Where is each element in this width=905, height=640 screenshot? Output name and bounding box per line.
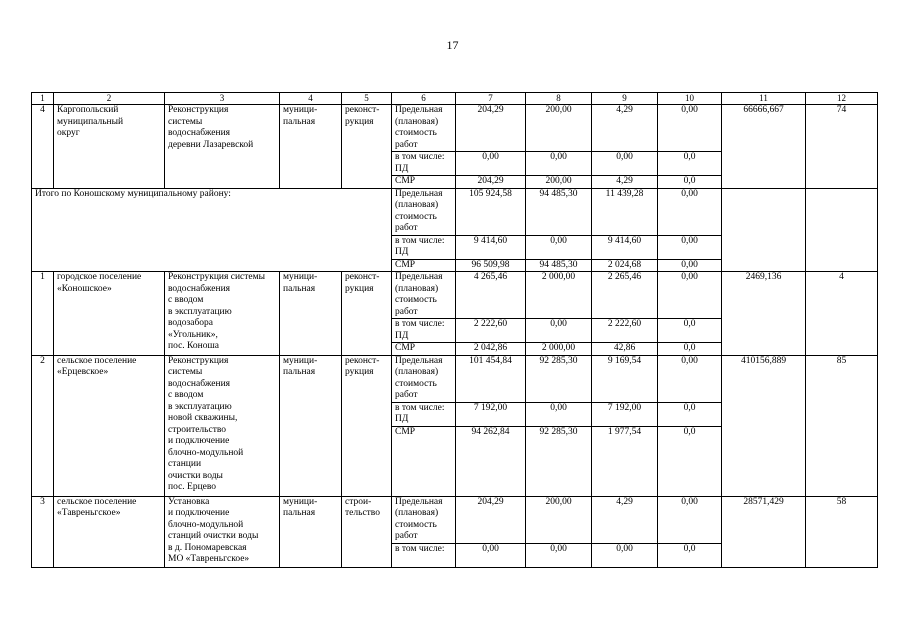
col-header: 4 [280,93,342,105]
value-cell: 2 000,00 [526,343,592,356]
ownership-cell: муници- пальная [280,105,342,189]
value-cell: 94 485,30 [526,259,592,272]
value-cell: 0,0 [658,543,722,567]
investment-table [31,92,878,568]
row-number: 3 [32,496,54,567]
value-cell: 0,00 [456,543,526,567]
value-cell: 410156,889 [722,355,806,496]
value-cell: 85 [806,355,878,496]
value-cell: 4,29 [592,496,658,543]
col-header: 11 [722,93,806,105]
value-cell: 28571,429 [722,496,806,567]
table-row [32,355,878,402]
table-row [32,272,878,319]
column-number-row [32,93,878,105]
indicator-cell: СМР [392,426,456,496]
value-cell: 2 222,60 [456,319,526,343]
value-cell: 0,00 [658,496,722,543]
value-cell: 94 485,30 [526,188,592,235]
value-cell: 0,00 [526,152,592,176]
value-cell: 0,00 [658,235,722,259]
value-cell: 105 924,58 [456,188,526,235]
col-header: 8 [526,93,592,105]
value-cell: 200,00 [526,176,592,189]
value-cell: 0,0 [658,402,722,426]
col-header: 1 [32,93,54,105]
ownership-cell: муници- пальная [280,355,342,496]
municipality-cell: Каргопольский муниципальный округ [54,105,165,189]
value-cell: 101 454,84 [456,355,526,402]
value-cell: 92 285,30 [526,355,592,402]
value-cell: 4,29 [592,176,658,189]
value-cell: 58 [806,496,878,567]
value-cell: 200,00 [526,105,592,152]
value-cell: 204,29 [456,176,526,189]
value-cell: 11 439,28 [592,188,658,235]
row-number: 2 [32,355,54,496]
municipality-cell: сельское поселение «Ерцевское» [54,355,165,496]
table-row [32,105,878,152]
value-cell: 2 042,86 [456,343,526,356]
col-header: 9 [592,93,658,105]
value-cell: 94 262,84 [456,426,526,496]
value-cell: 4 265,46 [456,272,526,319]
value-cell: 0,00 [658,259,722,272]
value-cell: 74 [806,105,878,189]
total-label: Итого по Коношскому муниципальному району: [32,188,392,272]
municipality-cell: сельское поселение «Тавреньгское» [54,496,165,567]
value-cell: 9 414,60 [456,235,526,259]
total-row [32,188,878,235]
work-type-cell: реконст- рукция [342,105,392,189]
work-type-cell: реконст- рукция [342,272,392,356]
indicator-cell: в том числе: [392,543,456,567]
value-cell: 2 265,46 [592,272,658,319]
col-header: 2 [54,93,165,105]
col-header: 5 [342,93,392,105]
object-cell: Реконструкция системы водоснабжения с вводом в эксплуатацию водозабора «Угольник», пос. Коноша [165,272,280,356]
value-cell: 7 192,00 [592,402,658,426]
ownership-cell: муници- пальная [280,496,342,567]
value-cell: 96 509,98 [456,259,526,272]
col-header: 3 [165,93,280,105]
value-cell: 204,29 [456,496,526,543]
value-cell: 0,0 [658,319,722,343]
row-number: 1 [32,272,54,356]
value-cell: 0,0 [658,152,722,176]
indicator-cell: Предельная (плановая) стоимость работ [392,188,456,235]
value-cell: 7 192,00 [456,402,526,426]
municipality-cell: городское поселение «Коношское» [54,272,165,356]
col-header: 6 [392,93,456,105]
value-cell: 42,86 [592,343,658,356]
value-cell: 2 000,00 [526,272,592,319]
page-number: 17 [446,38,459,52]
indicator-cell: Предельная (плановая) стоимость работ [392,105,456,152]
work-type-cell: строи- тельство [342,496,392,567]
ownership-cell: муници- пальная [280,272,342,356]
value-cell: 2 222,60 [592,319,658,343]
value-cell: 200,00 [526,496,592,543]
indicator-cell: в том числе: ПД [392,402,456,426]
value-cell [722,188,806,272]
indicator-cell: Предельная (плановая) стоимость работ [392,272,456,319]
value-cell: 9 414,60 [592,235,658,259]
col-header: 7 [456,93,526,105]
value-cell [806,188,878,272]
indicator-cell: Предельная (плановая) стоимость работ [392,355,456,402]
indicator-cell: СМР [392,343,456,356]
value-cell: 0,00 [658,105,722,152]
value-cell: 66666,667 [722,105,806,189]
col-header: 12 [806,93,878,105]
indicator-cell: СМР [392,259,456,272]
work-type-cell: реконст- рукция [342,355,392,496]
object-cell: Реконструкция системы водоснабжения с вводом в эксплуатацию новой скважины, строительство и подключение блочно-модульной станции очистки воды пос. Ерцево [165,355,280,496]
value-cell: 0,00 [658,355,722,402]
value-cell: 0,00 [526,319,592,343]
indicator-cell: Предельная (плановая) стоимость работ [392,496,456,543]
value-cell: 2 024,68 [592,259,658,272]
value-cell: 0,00 [592,543,658,567]
indicator-cell: в том числе: ПД [392,152,456,176]
value-cell: 0,00 [592,152,658,176]
value-cell: 0,00 [526,543,592,567]
value-cell: 0,0 [658,343,722,356]
value-cell: 0,00 [526,402,592,426]
value-cell: 204,29 [456,105,526,152]
value-cell: 0,0 [658,176,722,189]
value-cell: 0,00 [658,188,722,235]
value-cell: 4 [806,272,878,356]
table-row [32,496,878,543]
value-cell: 1 977,54 [592,426,658,496]
value-cell: 92 285,30 [526,426,592,496]
value-cell: 0,00 [526,235,592,259]
value-cell: 0,00 [456,152,526,176]
row-number: 4 [32,105,54,189]
col-header: 10 [658,93,722,105]
indicator-cell: в том числе: ПД [392,319,456,343]
value-cell: 0,0 [658,426,722,496]
value-cell: 2469,136 [722,272,806,356]
object-cell: Реконструкция системы водоснабжения деревни Лазаревской [165,105,280,189]
indicator-cell: СМР [392,176,456,189]
object-cell: Установка и подключение блочно-модульной станций очистки воды в д. Пономаревская МО «Тавреньгское» [165,496,280,567]
value-cell: 0,00 [658,272,722,319]
value-cell: 9 169,54 [592,355,658,402]
indicator-cell: в том числе: ПД [392,235,456,259]
value-cell: 4,29 [592,105,658,152]
